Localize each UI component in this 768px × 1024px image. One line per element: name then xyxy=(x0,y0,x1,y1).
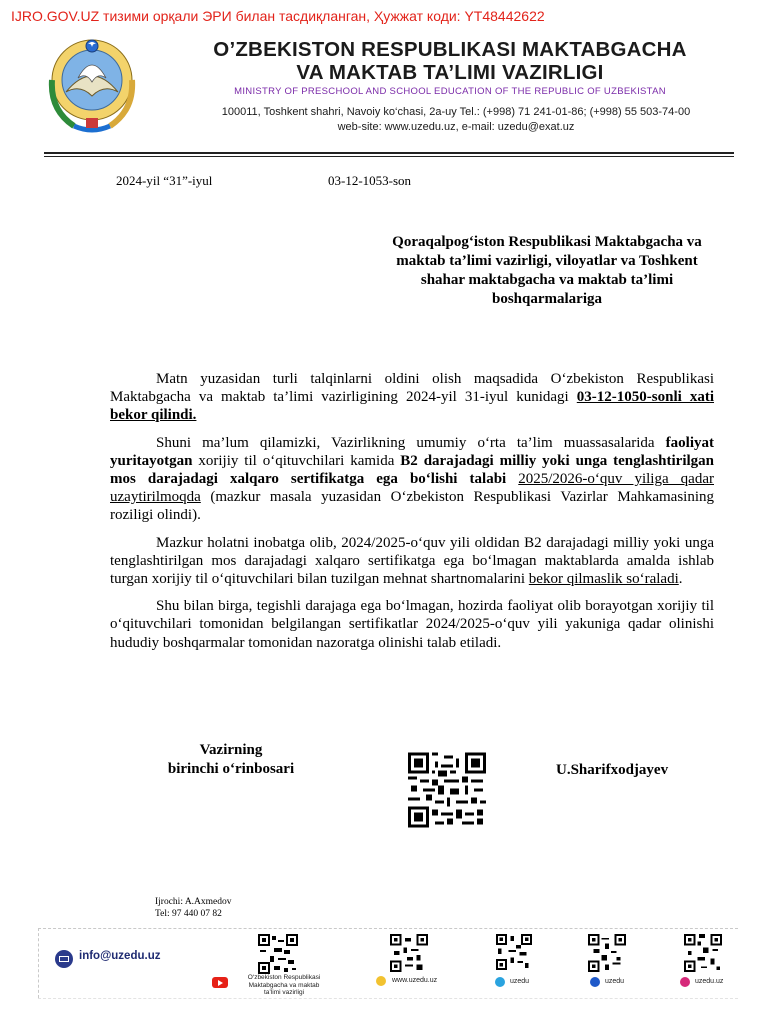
document-number: 03-12-1053-son xyxy=(328,173,412,188)
paragraph-1 xyxy=(110,370,714,425)
p3-underlined: bekor qilmaslik so‘raladi xyxy=(528,571,679,588)
executor-info xyxy=(155,896,232,920)
footer-qr-ministry xyxy=(258,934,298,974)
footer-ministry-name xyxy=(234,974,334,997)
header-divider xyxy=(44,152,734,154)
ministry-web-contacts: web-site: www.uzedu.uz, e-mail: uzedu@exat.uz xyxy=(337,121,575,133)
ministry-name-line2: VA MAKTAB TA’LIMI VAZIRLIGI xyxy=(296,61,604,84)
paragraph-3 xyxy=(110,534,714,589)
ministry-name-english: MINISTRY OF PRESCHOOL AND SCHOOL EDUCATION OF THE REPUBLIC OF UZBEKISTAN xyxy=(234,86,666,97)
footer-telegram-link[interactable]: uzedu xyxy=(510,978,530,985)
footer-facebook-link[interactable]: uzedu xyxy=(605,978,625,985)
signatory-position-line1: Vazirning xyxy=(199,742,263,758)
header-divider-thin xyxy=(44,156,734,157)
footer-border-top xyxy=(38,928,738,929)
p2-bold-requirement: B2 darajadagi milliy yoki unga tenglashtirilgan mos darajadagi xalqaro sertifikatga ega bo‘lishi talabi xyxy=(110,452,714,488)
signature-qr-code xyxy=(408,752,486,828)
p2-bold-a: faoliyat yuritayotgan xyxy=(110,434,714,469)
footer-qr-telegram xyxy=(496,934,532,970)
footer-website-link[interactable]: www.uzedu.uz xyxy=(392,977,438,984)
p1-cancelled-letter: 03-12-1050-sonli xati bekor qilindi. xyxy=(110,389,714,424)
footer-qr-website xyxy=(390,934,428,972)
facebook-icon xyxy=(590,977,600,987)
telegram-icon xyxy=(495,977,505,987)
paragraph-4: Shu bilan birga, tegishli darajaga ega bo‘lmagan, hozirda faoliyat olib borayotgan xorijiy til o‘qituvchilari tomonidan belgilangan sertifikatlar 2024/2025-o‘quv yili yakuniga qadar olinishi hududiy boshqarmalar tomonidan nazoratga olinishi talab etiladi. xyxy=(110,598,714,651)
p2-space xyxy=(506,471,518,487)
p2-text-c: xorijiy til o‘qituvchilari kamida xyxy=(192,452,401,469)
globe-icon xyxy=(376,976,386,986)
youtube-icon xyxy=(212,977,228,988)
state-emblem-logo xyxy=(44,30,140,138)
ministry-name xyxy=(200,38,700,84)
footer-instagram-link[interactable]: uzedu.uz xyxy=(695,978,724,985)
footer-qr-instagram xyxy=(684,934,722,972)
mail-icon xyxy=(55,950,73,968)
footer-ministry-line1: O‘zbekiston Respublikasi xyxy=(247,974,321,981)
recipient-block: Qoraqalpog‘iston Respublikasi Maktabgacha va maktab ta’limi vazirligi, viloyatlar va Toshkent shahar maktabgacha va maktab ta’limi boshqarmalariga xyxy=(392,234,702,307)
footer-border-bottom xyxy=(38,998,738,999)
letter-body xyxy=(110,370,714,661)
footer-ministry-line2: Maktabgacha va maktab xyxy=(248,981,320,989)
footer-border-left xyxy=(38,928,39,998)
signatory-position-line2: birinchi o‘rinbosari xyxy=(167,761,295,777)
p1-text: Matn yuzasidan turli talqinlarni oldini olish maqsadida O‘zbekiston Respublikasi Maktabgacha va maktab ta’limi vazirligining 2024-yil 31-iyul kunidagi xyxy=(110,371,714,406)
paragraph-2 xyxy=(110,434,714,525)
signatory-name: U.Sharifxodjayev xyxy=(556,762,669,778)
executor-phone: Tel: 97 440 07 82 xyxy=(155,909,222,919)
p2-text-g: (mazkur masala yuzasidan O‘zbekiston Respublikasi Vazirlar Mahkamasining roziligi olindi). xyxy=(110,489,714,524)
p3-text: Mazkur holatni inobatga olib, 2024/2025-o‘quv yili oldidan B2 darajadagi milliy yoki unga tenglashtirilgan mos darajadagi xalqaro sertifikatga ega bo‘lmagan maktablarda amalda ishlab turgan xorijiy til o‘qituvchilari bilan tuzilgan mehnat shartnomalarini xyxy=(110,534,714,588)
footer-ministry-line3: ta’limi vazirligi xyxy=(263,989,305,996)
verification-banner: IJRO.GOV.UZ тизими орқали ЭРИ билан тасдиқланган, Ҳужжат коди: YT48442622 xyxy=(11,8,545,24)
instagram-icon xyxy=(680,977,690,987)
document-date: 2024-yil “31”-iyul xyxy=(116,173,213,188)
ministry-address: 100011, Toshkent shahri, Navoiy ko‘chasi, 2a-uy Tel.: (+998) 71 241-01-86; (+998) 55 503-74-00 xyxy=(221,106,691,118)
p3-end: . xyxy=(678,571,683,588)
signatory-position xyxy=(140,741,322,779)
executor-name: Ijrochi: A.Axmedov xyxy=(155,897,232,907)
p2-extended-deadline: 2025/2026-o‘quv yiliga qadar uzaytirilmoqda xyxy=(110,471,714,506)
ministry-name-line1: O’ZBEKISTON RESPUBLIKASI MAKTABGACHA xyxy=(213,38,687,61)
footer-email-link[interactable]: info@uzedu.uz xyxy=(79,950,161,962)
p2-text-a: Shuni ma’lum qilamizki, Vazirlikning umumiy o‘rta ta’lim muassasalarida xyxy=(156,434,666,451)
footer-qr-facebook xyxy=(588,934,626,972)
